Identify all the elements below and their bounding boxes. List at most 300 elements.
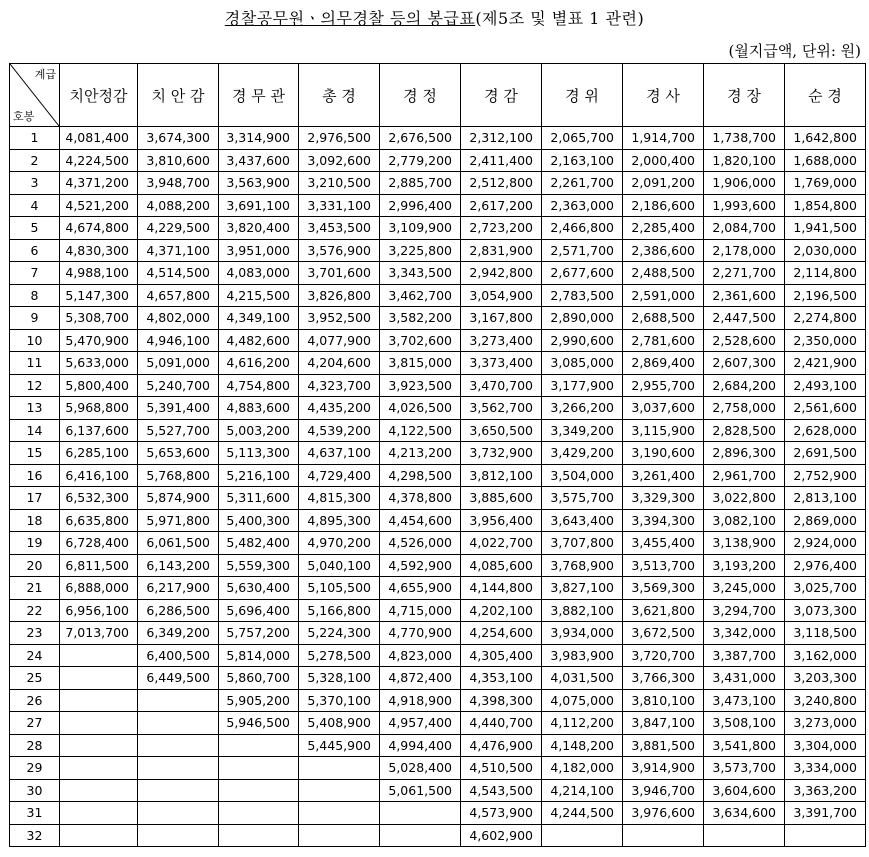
salary-cell: 4,244,500 xyxy=(542,802,623,825)
corner-header-cell xyxy=(10,64,60,127)
salary-cell: 2,312,100 xyxy=(461,127,542,150)
salary-cell: 3,473,100 xyxy=(704,689,785,712)
salary-cell: 5,240,700 xyxy=(138,374,219,397)
salary-cell: 6,349,200 xyxy=(138,622,219,645)
step-cell: 32 xyxy=(10,824,60,847)
header-row xyxy=(10,64,866,127)
salary-cell: 4,353,100 xyxy=(461,667,542,690)
salary-cell: 6,061,500 xyxy=(138,532,219,555)
column-header: 경 위 xyxy=(542,64,623,127)
salary-cell: 3,847,100 xyxy=(623,712,704,735)
salary-cell: 3,691,100 xyxy=(219,194,299,217)
salary-cell: 2,813,100 xyxy=(785,487,866,510)
salary-cell: 3,054,900 xyxy=(461,284,542,307)
salary-cell: 5,527,700 xyxy=(138,419,219,442)
salary-cell: 2,961,700 xyxy=(704,464,785,487)
salary-cell: 2,350,000 xyxy=(785,329,866,352)
salary-cell: 3,812,100 xyxy=(461,464,542,487)
salary-cell: 4,323,700 xyxy=(299,374,380,397)
salary-cell: 2,274,800 xyxy=(785,307,866,330)
step-cell: 9 xyxy=(10,307,60,330)
salary-cell: 5,113,300 xyxy=(219,442,299,465)
salary-cell: 3,952,500 xyxy=(299,307,380,330)
salary-cell: 4,514,500 xyxy=(138,262,219,285)
column-header: 경 장 xyxy=(704,64,785,127)
salary-cell xyxy=(138,712,219,735)
salary-cell: 5,814,000 xyxy=(219,644,299,667)
salary-cell: 4,254,600 xyxy=(461,622,542,645)
table-row xyxy=(10,397,866,420)
salary-cell: 3,820,400 xyxy=(219,217,299,240)
salary-cell: 5,946,500 xyxy=(219,712,299,735)
salary-cell: 1,769,000 xyxy=(785,172,866,195)
salary-cell: 3,976,600 xyxy=(623,802,704,825)
table-row xyxy=(10,464,866,487)
step-cell: 26 xyxy=(10,689,60,712)
salary-cell: 3,203,300 xyxy=(785,667,866,690)
salary-cell: 1,854,800 xyxy=(785,194,866,217)
salary-cell: 5,278,500 xyxy=(299,644,380,667)
salary-cell: 6,449,500 xyxy=(138,667,219,690)
salary-cell: 2,528,600 xyxy=(704,329,785,352)
salary-cell: 3,946,700 xyxy=(623,779,704,802)
salary-cell: 4,988,100 xyxy=(60,262,138,285)
step-cell: 24 xyxy=(10,644,60,667)
table-row xyxy=(10,217,866,240)
salary-cell: 5,633,000 xyxy=(60,352,138,375)
salary-cell: 2,447,500 xyxy=(704,307,785,330)
salary-cell: 2,186,600 xyxy=(623,194,704,217)
column-header: 치안정감 xyxy=(60,64,138,127)
salary-cell: 4,224,500 xyxy=(60,149,138,172)
salary-cell: 6,137,600 xyxy=(60,419,138,442)
salary-cell: 4,398,300 xyxy=(461,689,542,712)
table-body xyxy=(10,127,866,847)
salary-cell: 2,271,700 xyxy=(704,262,785,285)
salary-cell xyxy=(138,802,219,825)
column-header: 치 안 감 xyxy=(138,64,219,127)
salary-cell: 3,951,000 xyxy=(219,239,299,262)
column-header: 경 감 xyxy=(461,64,542,127)
table-row xyxy=(10,127,866,150)
salary-cell: 3,273,400 xyxy=(461,329,542,352)
salary-cell xyxy=(138,779,219,802)
salary-cell xyxy=(299,757,380,780)
salary-cell: 5,105,500 xyxy=(299,577,380,600)
table-row xyxy=(10,667,866,690)
salary-cell: 3,391,700 xyxy=(785,802,866,825)
salary-cell: 4,637,100 xyxy=(299,442,380,465)
table-row xyxy=(10,487,866,510)
salary-cell: 3,923,500 xyxy=(380,374,461,397)
salary-cell: 4,440,700 xyxy=(461,712,542,735)
salary-cell: 3,604,600 xyxy=(704,779,785,802)
step-cell: 8 xyxy=(10,284,60,307)
step-cell: 23 xyxy=(10,622,60,645)
salary-cell: 5,445,900 xyxy=(299,734,380,757)
salary-cell: 5,003,200 xyxy=(219,419,299,442)
salary-cell: 2,065,700 xyxy=(542,127,623,150)
salary-cell: 3,115,900 xyxy=(623,419,704,442)
salary-cell: 3,261,400 xyxy=(623,464,704,487)
salary-cell xyxy=(380,802,461,825)
salary-cell: 5,224,300 xyxy=(299,622,380,645)
salary-cell: 2,758,000 xyxy=(704,397,785,420)
step-cell: 19 xyxy=(10,532,60,555)
salary-cell: 3,541,800 xyxy=(704,734,785,757)
salary-cell: 3,190,600 xyxy=(623,442,704,465)
salary-cell: 4,305,400 xyxy=(461,644,542,667)
salary-cell: 5,800,400 xyxy=(60,374,138,397)
salary-cell: 4,573,900 xyxy=(461,802,542,825)
salary-cell: 3,363,200 xyxy=(785,779,866,802)
salary-cell: 4,830,300 xyxy=(60,239,138,262)
salary-cell: 3,453,500 xyxy=(299,217,380,240)
salary-cell: 2,688,500 xyxy=(623,307,704,330)
salary-cell: 2,561,600 xyxy=(785,397,866,420)
salary-cell: 3,394,300 xyxy=(623,509,704,532)
table-row xyxy=(10,802,866,825)
step-cell: 4 xyxy=(10,194,60,217)
salary-cell xyxy=(138,757,219,780)
salary-cell: 4,081,400 xyxy=(60,127,138,150)
salary-cell: 2,676,500 xyxy=(380,127,461,150)
salary-cell: 2,691,500 xyxy=(785,442,866,465)
table-row xyxy=(10,307,866,330)
salary-cell: 4,371,200 xyxy=(60,172,138,195)
title-main: 경찰공무원ㆍ의무경찰 등의 봉급표 xyxy=(224,9,476,28)
salary-cell: 4,526,000 xyxy=(380,532,461,555)
salary-cell: 2,030,000 xyxy=(785,239,866,262)
salary-cell: 3,273,000 xyxy=(785,712,866,735)
salary-cell: 4,657,800 xyxy=(138,284,219,307)
salary-cell: 3,810,100 xyxy=(623,689,704,712)
table-row xyxy=(10,374,866,397)
column-header: 경 사 xyxy=(623,64,704,127)
salary-cell: 2,607,300 xyxy=(704,352,785,375)
salary-cell: 3,462,700 xyxy=(380,284,461,307)
salary-cell: 1,688,000 xyxy=(785,149,866,172)
salary-cell: 2,466,800 xyxy=(542,217,623,240)
salary-cell: 2,196,500 xyxy=(785,284,866,307)
salary-cell: 4,229,500 xyxy=(138,217,219,240)
salary-cell xyxy=(219,757,299,780)
salary-cell xyxy=(60,757,138,780)
step-cell: 29 xyxy=(10,757,60,780)
salary-cell xyxy=(219,802,299,825)
salary-cell: 4,144,800 xyxy=(461,577,542,600)
salary-cell: 3,827,100 xyxy=(542,577,623,600)
salary-cell: 4,674,800 xyxy=(60,217,138,240)
salary-cell: 3,373,400 xyxy=(461,352,542,375)
salary-cell xyxy=(60,734,138,757)
salary-cell: 6,728,400 xyxy=(60,532,138,555)
salary-cell: 4,075,000 xyxy=(542,689,623,712)
salary-cell: 4,802,000 xyxy=(138,307,219,330)
salary-cell: 3,826,800 xyxy=(299,284,380,307)
table-row xyxy=(10,532,866,555)
salary-cell: 2,779,200 xyxy=(380,149,461,172)
salary-cell: 4,970,200 xyxy=(299,532,380,555)
salary-cell: 2,955,700 xyxy=(623,374,704,397)
salary-cell: 5,147,300 xyxy=(60,284,138,307)
salary-cell: 2,114,800 xyxy=(785,262,866,285)
salary-cell: 3,118,500 xyxy=(785,622,866,645)
salary-table xyxy=(9,63,866,847)
salary-cell: 2,000,400 xyxy=(623,149,704,172)
step-cell: 12 xyxy=(10,374,60,397)
salary-cell xyxy=(380,824,461,847)
salary-cell: 3,702,600 xyxy=(380,329,461,352)
salary-cell: 2,677,600 xyxy=(542,262,623,285)
step-cell: 15 xyxy=(10,442,60,465)
table-row xyxy=(10,554,866,577)
step-cell: 22 xyxy=(10,599,60,622)
table-row xyxy=(10,149,866,172)
salary-cell: 4,202,100 xyxy=(461,599,542,622)
salary-cell: 3,815,000 xyxy=(380,352,461,375)
salary-cell: 2,752,900 xyxy=(785,464,866,487)
salary-cell: 2,617,200 xyxy=(461,194,542,217)
table-row xyxy=(10,509,866,532)
salary-cell: 4,521,200 xyxy=(60,194,138,217)
salary-cell: 3,329,300 xyxy=(623,487,704,510)
salary-cell: 6,888,000 xyxy=(60,577,138,600)
salary-cell: 4,883,600 xyxy=(219,397,299,420)
salary-cell: 3,342,000 xyxy=(704,622,785,645)
table-row xyxy=(10,599,866,622)
table-row xyxy=(10,172,866,195)
salary-cell: 1,820,100 xyxy=(704,149,785,172)
salary-cell xyxy=(60,779,138,802)
salary-cell: 4,754,800 xyxy=(219,374,299,397)
salary-cell: 2,386,600 xyxy=(623,239,704,262)
table-row xyxy=(10,239,866,262)
salary-cell: 3,167,800 xyxy=(461,307,542,330)
table-row xyxy=(10,689,866,712)
document-title xyxy=(0,6,869,29)
salary-cell: 3,387,700 xyxy=(704,644,785,667)
corner-rank-label: 계급 xyxy=(34,68,56,81)
salary-cell: 2,896,300 xyxy=(704,442,785,465)
salary-cell: 4,454,600 xyxy=(380,509,461,532)
salary-cell: 4,823,000 xyxy=(380,644,461,667)
step-cell: 20 xyxy=(10,554,60,577)
salary-cell: 4,031,500 xyxy=(542,667,623,690)
salary-cell: 3,025,700 xyxy=(785,577,866,600)
salary-cell: 5,653,600 xyxy=(138,442,219,465)
salary-cell: 3,225,800 xyxy=(380,239,461,262)
salary-cell xyxy=(299,779,380,802)
salary-cell: 3,956,400 xyxy=(461,509,542,532)
salary-cell: 2,411,400 xyxy=(461,149,542,172)
salary-cell: 3,470,700 xyxy=(461,374,542,397)
salary-cell: 6,956,100 xyxy=(60,599,138,622)
salary-cell: 3,508,100 xyxy=(704,712,785,735)
salary-cell: 3,162,000 xyxy=(785,644,866,667)
step-cell: 13 xyxy=(10,397,60,420)
salary-cell: 6,532,300 xyxy=(60,487,138,510)
salary-cell: 4,378,800 xyxy=(380,487,461,510)
salary-cell: 3,707,800 xyxy=(542,532,623,555)
salary-cell: 2,363,000 xyxy=(542,194,623,217)
table-row xyxy=(10,329,866,352)
salary-cell: 4,815,300 xyxy=(299,487,380,510)
salary-cell: 3,138,900 xyxy=(704,532,785,555)
salary-cell: 3,082,100 xyxy=(704,509,785,532)
salary-cell: 1,993,600 xyxy=(704,194,785,217)
salary-cell: 3,177,900 xyxy=(542,374,623,397)
salary-cell xyxy=(623,824,704,847)
salary-cell: 3,575,700 xyxy=(542,487,623,510)
salary-cell: 4,918,900 xyxy=(380,689,461,712)
salary-cell: 4,946,100 xyxy=(138,329,219,352)
salary-cell: 5,874,900 xyxy=(138,487,219,510)
salary-cell: 2,178,000 xyxy=(704,239,785,262)
salary-cell: 4,148,200 xyxy=(542,734,623,757)
salary-cell: 4,026,500 xyxy=(380,397,461,420)
salary-cell xyxy=(704,824,785,847)
salary-cell: 2,571,700 xyxy=(542,239,623,262)
salary-cell: 4,476,900 xyxy=(461,734,542,757)
salary-cell xyxy=(219,779,299,802)
salary-cell xyxy=(60,667,138,690)
salary-cell xyxy=(785,824,866,847)
salary-cell: 3,562,700 xyxy=(461,397,542,420)
salary-cell: 3,720,700 xyxy=(623,644,704,667)
salary-cell: 3,266,200 xyxy=(542,397,623,420)
salary-cell: 3,429,200 xyxy=(542,442,623,465)
salary-cell: 4,510,500 xyxy=(461,757,542,780)
salary-cell: 3,431,000 xyxy=(704,667,785,690)
step-cell: 7 xyxy=(10,262,60,285)
salary-cell: 4,715,000 xyxy=(380,599,461,622)
salary-cell: 1,642,800 xyxy=(785,127,866,150)
salary-cell: 3,582,200 xyxy=(380,307,461,330)
step-cell: 21 xyxy=(10,577,60,600)
salary-cell: 3,768,900 xyxy=(542,554,623,577)
salary-cell: 4,957,400 xyxy=(380,712,461,735)
salary-cell: 2,084,700 xyxy=(704,217,785,240)
salary-cell: 3,674,300 xyxy=(138,127,219,150)
column-header: 경 정 xyxy=(380,64,461,127)
salary-cell: 3,245,000 xyxy=(704,577,785,600)
salary-cell: 7,013,700 xyxy=(60,622,138,645)
salary-cell: 2,781,600 xyxy=(623,329,704,352)
column-header: 총 경 xyxy=(299,64,380,127)
salary-cell: 2,361,600 xyxy=(704,284,785,307)
salary-cell: 3,513,700 xyxy=(623,554,704,577)
salary-cell: 2,976,400 xyxy=(785,554,866,577)
table-row xyxy=(10,284,866,307)
salary-cell: 2,684,200 xyxy=(704,374,785,397)
salary-cell: 3,343,500 xyxy=(380,262,461,285)
table-row xyxy=(10,262,866,285)
salary-cell: 4,895,300 xyxy=(299,509,380,532)
salary-cell: 1,941,500 xyxy=(785,217,866,240)
salary-cell: 2,091,200 xyxy=(623,172,704,195)
salary-cell: 4,088,200 xyxy=(138,194,219,217)
salary-cell: 4,112,200 xyxy=(542,712,623,735)
step-cell: 6 xyxy=(10,239,60,262)
salary-cell: 6,811,500 xyxy=(60,554,138,577)
salary-cell xyxy=(60,644,138,667)
table-row xyxy=(10,194,866,217)
step-cell: 11 xyxy=(10,352,60,375)
salary-cell: 1,906,000 xyxy=(704,172,785,195)
salary-cell: 6,286,500 xyxy=(138,599,219,622)
step-cell: 14 xyxy=(10,419,60,442)
column-header: 순 경 xyxy=(785,64,866,127)
salary-cell: 2,723,200 xyxy=(461,217,542,240)
salary-cell xyxy=(60,824,138,847)
salary-cell: 4,122,500 xyxy=(380,419,461,442)
salary-cell: 4,214,100 xyxy=(542,779,623,802)
step-cell: 31 xyxy=(10,802,60,825)
salary-cell: 5,408,900 xyxy=(299,712,380,735)
step-cell: 2 xyxy=(10,149,60,172)
salary-cell xyxy=(299,824,380,847)
table-row xyxy=(10,644,866,667)
salary-cell: 4,592,900 xyxy=(380,554,461,577)
salary-cell: 4,482,600 xyxy=(219,329,299,352)
column-header: 경 무 관 xyxy=(219,64,299,127)
step-cell: 30 xyxy=(10,779,60,802)
salary-cell: 4,077,900 xyxy=(299,329,380,352)
step-cell: 17 xyxy=(10,487,60,510)
salary-cell xyxy=(138,734,219,757)
salary-cell: 1,914,700 xyxy=(623,127,704,150)
salary-cell xyxy=(219,824,299,847)
salary-cell: 4,349,100 xyxy=(219,307,299,330)
salary-cell: 3,455,400 xyxy=(623,532,704,555)
salary-cell: 2,163,100 xyxy=(542,149,623,172)
title-suffix: (제5조 및 별표 1 관련) xyxy=(475,9,645,28)
salary-cell: 2,885,700 xyxy=(380,172,461,195)
salary-cell: 3,810,600 xyxy=(138,149,219,172)
salary-cell: 5,311,600 xyxy=(219,487,299,510)
salary-cell: 2,488,500 xyxy=(623,262,704,285)
salary-cell: 4,085,600 xyxy=(461,554,542,577)
salary-cell: 2,783,500 xyxy=(542,284,623,307)
salary-cell: 5,968,800 xyxy=(60,397,138,420)
salary-cell: 3,437,600 xyxy=(219,149,299,172)
table-row xyxy=(10,419,866,442)
salary-cell: 2,942,800 xyxy=(461,262,542,285)
salary-cell xyxy=(299,802,380,825)
salary-cell: 3,948,700 xyxy=(138,172,219,195)
salary-cell: 6,635,800 xyxy=(60,509,138,532)
salary-cell: 5,061,500 xyxy=(380,779,461,802)
salary-cell: 4,022,700 xyxy=(461,532,542,555)
salary-cell: 5,028,400 xyxy=(380,757,461,780)
salary-cell: 1,738,700 xyxy=(704,127,785,150)
step-cell: 16 xyxy=(10,464,60,487)
salary-cell: 5,482,400 xyxy=(219,532,299,555)
salary-cell: 5,391,400 xyxy=(138,397,219,420)
salary-cell: 2,990,600 xyxy=(542,329,623,352)
step-cell: 28 xyxy=(10,734,60,757)
step-cell: 10 xyxy=(10,329,60,352)
corner-step-label: 호봉 xyxy=(13,110,35,123)
salary-cell: 5,971,800 xyxy=(138,509,219,532)
salary-cell: 2,890,000 xyxy=(542,307,623,330)
salary-cell: 3,766,300 xyxy=(623,667,704,690)
step-cell: 18 xyxy=(10,509,60,532)
table-row xyxy=(10,757,866,780)
salary-cell: 2,996,400 xyxy=(380,194,461,217)
salary-cell: 3,085,000 xyxy=(542,352,623,375)
